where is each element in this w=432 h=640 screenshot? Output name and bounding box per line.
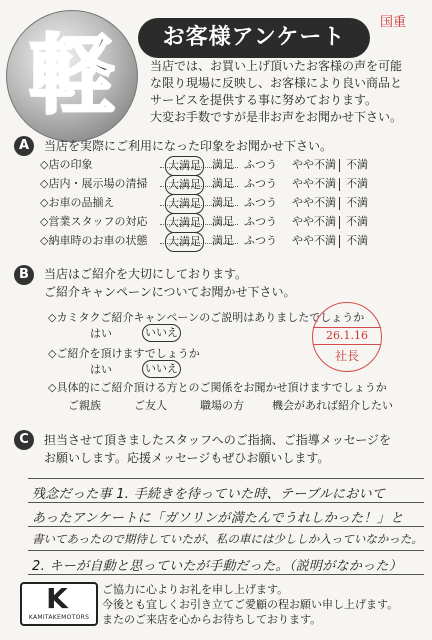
footer-line-1: ご協力に心よりお礼を申し上げます。 [102,583,289,596]
approval-stamp [312,302,382,372]
row-label: ◇納車時のお車の状態 [40,234,148,247]
section-a-row [40,175,420,193]
section-b-question-1: 当店はご紹介を大切にしております。 [44,267,248,281]
column-separator [339,216,340,229]
option[interactable]: 不満 [346,196,368,209]
option-selected[interactable]: 大満足 [165,194,204,214]
option[interactable]: ふつう [244,234,277,247]
handwritten-line-3: 書いてあったので期待していたが、私の車には少ししか入っていなかった。 [32,532,423,546]
section-c-question-1: 担当させて頂きましたスタッフへのご指摘、ご指導メッセージを [44,433,392,447]
option[interactable]: 満足 [212,215,234,228]
option[interactable]: やや不満 [292,234,336,247]
handwritten-line-1: 残念だった事 1. 手続きを待っていた時、テーブルにおいて [32,487,386,502]
option[interactable]: 満足 [212,234,234,247]
b-q1-yes[interactable]: はい [90,327,112,340]
option[interactable]: 不満 [346,177,368,190]
option[interactable]: やや不満 [292,158,336,171]
column-separator [339,235,340,248]
footer-logo-letter: K [46,582,68,615]
intro-line-1: 当店では、お買い上げ頂いたお客様の声を可能 [150,59,403,73]
b-relation-family[interactable]: ご親族 [68,399,101,412]
page-title: お客様アンケート [138,18,370,58]
option[interactable]: ふつう [244,196,277,209]
handwritten-line-2: あったアンケートに「ガソリンが満たんでうれしかった！」と [32,511,404,526]
option[interactable]: 満足 [212,196,234,209]
footer-line-3: またのご来店を心からお待ちしております。 [102,613,322,626]
option[interactable]: 不満 [346,215,368,228]
row-label: ◇店の印象 [40,158,93,171]
ruled-line [28,526,424,527]
option[interactable]: やや不満 [292,215,336,228]
b-relation-work[interactable]: 職場の方 [200,399,244,412]
handwritten-line-4: 2. キーが自動と思っていたが手動だった。（説明がなかった） [32,559,403,574]
column-separator [339,197,340,210]
b-q2-yes[interactable]: はい [90,363,112,376]
intro-line-3: サービスを提供する事に努めております。 [150,93,378,107]
b-relation-chance[interactable]: 機会があれば紹介したい [272,399,393,412]
b-q2-text: ◇ご紹介を頂けますでしょうか [48,347,200,360]
row-label: ◇お車の品揃え [40,196,115,209]
section-a-row [40,213,420,231]
brand-logo-circle [6,10,138,142]
ruled-line [28,574,424,575]
b-q3-text: ◇具体的にご紹介頂ける方とのご関係をお聞かせ頂けますでしょうか [48,381,387,394]
intro-line-2: な限り現場に反映し、お客様により良い商品と [150,76,403,90]
logo-character: 軽 [29,26,115,126]
row-label: ◇店内・展示場の清掃 [40,177,148,190]
ruled-line [28,478,424,479]
section-a-row [40,156,420,174]
section-a-row [40,194,420,212]
option[interactable]: 満足 [212,177,234,190]
section-c-marker: C [14,430,34,450]
footer-brand-name: KAMITAKEMOTORS [28,614,90,621]
approval-stamp-date: 26.1.16 [313,327,381,345]
option-selected[interactable]: 大満足 [165,175,204,195]
b-q1-no-selected[interactable]: いいえ [142,324,181,342]
column-separator [339,178,340,191]
section-a-marker: A [14,136,34,156]
ruled-line [28,502,424,503]
section-b-marker: B [14,265,34,285]
option-selected[interactable]: 大満足 [165,213,204,233]
option-selected[interactable]: 大満足 [165,232,204,252]
section-a-row [40,232,420,250]
option[interactable]: ふつう [244,158,277,171]
approval-stamp-name: 社長 [334,349,359,363]
section-b-question-2: ご紹介キャンペーンについてお聞かせ下さい。 [44,285,296,299]
b-relation-friend[interactable]: ご友人 [134,399,167,412]
option[interactable]: ふつう [244,215,277,228]
row-label: ◇営業スタッフの対応 [40,215,148,228]
column-separator [339,159,340,172]
option[interactable]: 不満 [346,234,368,247]
intro-line-4: 大変お手数ですが是非お声をお聞かせ下さい。 [150,110,403,124]
section-c-question-2: お願いします。応援メッセージもぜひお願いします。 [44,451,330,465]
option[interactable]: やや不満 [292,196,336,209]
section-a-question: 当店を実際にご利用になった印象をお聞かせ下さい。 [44,139,333,153]
option[interactable]: 満足 [212,158,234,171]
option[interactable]: 不満 [346,158,368,171]
option[interactable]: やや不満 [292,177,336,190]
b-q1-text: ◇カミタクご紹介キャンペーンのご説明はありましたでしょうか [48,311,365,324]
option-selected[interactable]: 大満足 [165,156,204,176]
footer-line-2: 今後とも宜しくお引き立てご愛顧の程お願い申し上げます。 [102,598,399,611]
name-stamp-top: 国重 [379,15,406,30]
b-q2-no-selected[interactable]: いいえ [142,360,181,378]
ruled-line [28,550,424,551]
option[interactable]: ふつう [244,177,277,190]
